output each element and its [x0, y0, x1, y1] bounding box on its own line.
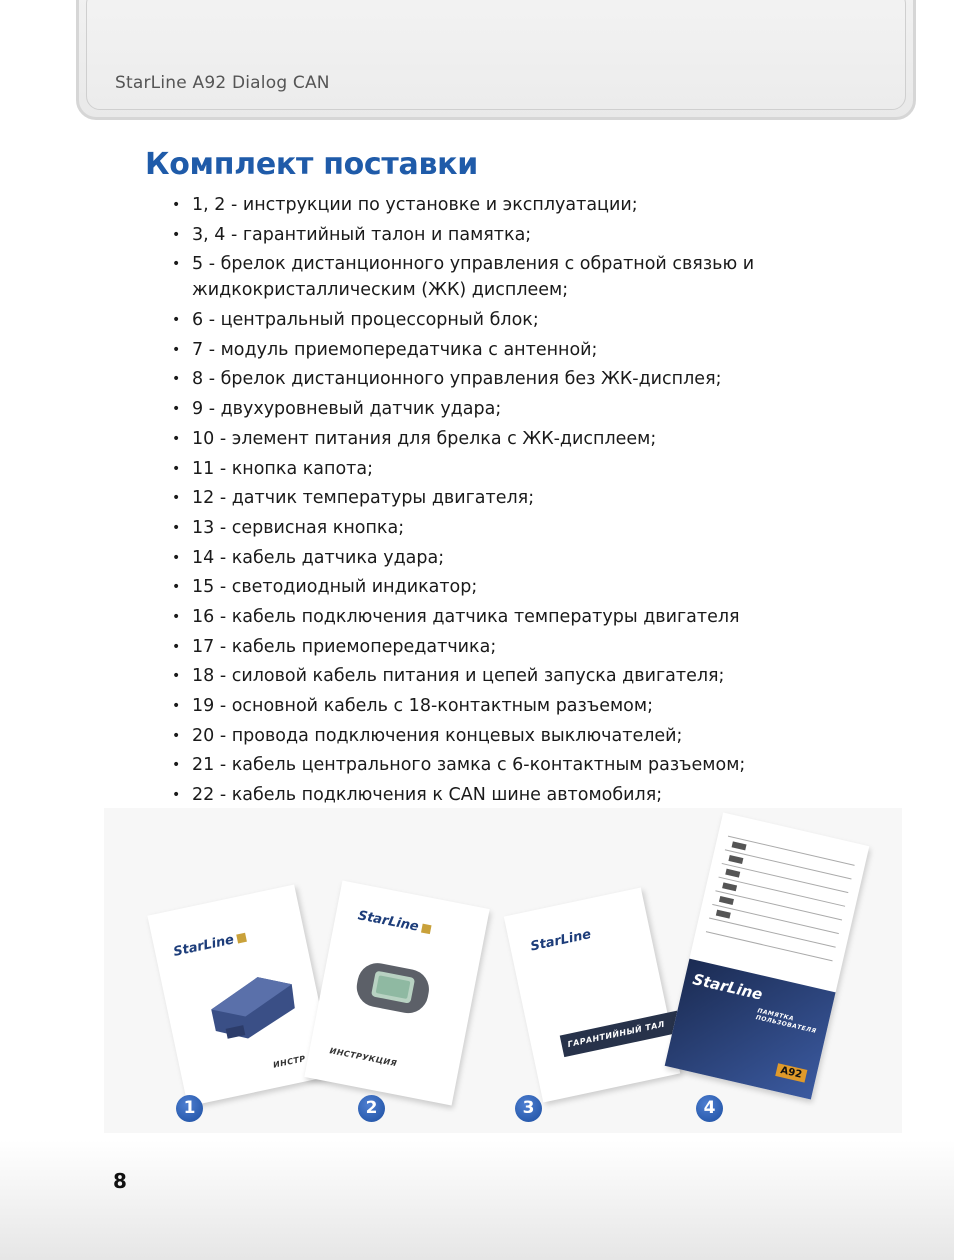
section-title: Комплект поставки: [145, 147, 478, 182]
bullet-icon: •: [172, 226, 181, 243]
badge-icon: [236, 933, 247, 944]
package-photo: [104, 808, 902, 1133]
card-caption: ИНСТРУКЦИЯ: [328, 1046, 398, 1069]
warranty-band: [560, 1011, 682, 1057]
item-number-3: 3: [515, 1095, 542, 1122]
bullet-icon: •: [172, 549, 181, 566]
list-item: • 18 - силовой кабель питания и цепей запуска двигателя;: [172, 663, 792, 689]
list-item: • 21 - кабель центрального замка с 6-контактным разъемом;: [172, 752, 792, 778]
list-item: • 12 - датчик температуры двигателя;: [172, 485, 792, 511]
brand-logo: StarLine: [357, 908, 432, 937]
list-item: • 1, 2 - инструкции по установке и эксплуатации;: [172, 192, 792, 218]
list-item: • 11 - кнопка капота;: [172, 456, 792, 482]
card-caption: ПАМЯТКА ПОЛЬЗОВАТЕЛЯ: [755, 1007, 818, 1035]
bullet-icon: •: [172, 787, 181, 804]
list-item: • 5 - брелок дистанционного управления с обратной связью и жидкокристаллическим (ЖК) дисплеем;: [172, 251, 792, 303]
list-item: • 7 - модуль приемопередатчика с антенной;: [172, 337, 792, 363]
card-caption: ИНСТР: [272, 1054, 307, 1070]
list-item: • 15 - светодиодный индикатор;: [172, 574, 792, 600]
list-item: • 14 - кабель датчика удара;: [172, 545, 792, 571]
bullet-icon: •: [172, 668, 181, 685]
remote-fob-icon: [348, 953, 437, 1023]
list-item: • 8 - брелок дистанционного управления без ЖК-дисплея;: [172, 366, 792, 392]
brand-logo: StarLine: [529, 927, 593, 955]
bullet-icon: •: [172, 490, 181, 507]
bullet-icon: •: [172, 371, 181, 388]
list-item: • 16 - кабель подключения датчика температуры двигателя: [172, 604, 792, 630]
bullet-icon: •: [172, 341, 181, 358]
bullet-icon: •: [172, 401, 181, 418]
model-badge: A92: [775, 1063, 807, 1082]
contents-list: [172, 192, 792, 812]
item-number-1: 1: [176, 1095, 203, 1122]
document-title: StarLine A92 Dialog CAN: [115, 73, 330, 93]
list-item: • 6 - центральный процессорный блок;: [172, 307, 792, 333]
item-number-4: 4: [696, 1095, 723, 1122]
page-number: 8: [113, 1169, 127, 1193]
list-item: • 20 - провода подключения концевых выключателей;: [172, 723, 792, 749]
brand-logo: StarLine: [172, 930, 247, 960]
bullet-icon: •: [172, 519, 181, 536]
list-item: • 9 - двухуровневый датчик удара;: [172, 396, 792, 422]
bullet-icon: •: [172, 256, 181, 273]
bullet-icon: •: [172, 430, 181, 447]
bullet-icon: •: [172, 460, 181, 477]
bullet-icon: •: [172, 197, 181, 213]
bullet-icon: •: [172, 608, 181, 625]
list-item: • 17 - кабель приемопередатчика;: [172, 634, 792, 660]
list-item: • 3, 4 - гарантийный талон и памятка;: [172, 222, 792, 248]
control-unit-icon: [197, 962, 305, 1050]
manual-card-user: [304, 881, 489, 1106]
bullet-icon: •: [172, 698, 181, 714]
bullet-icon: •: [172, 579, 181, 596]
memo-card: [665, 812, 870, 1099]
card-caption: ГАРАНТИЙНЫЙ ТАЛ: [566, 1019, 666, 1050]
item-number-2: 2: [358, 1095, 385, 1122]
bullet-icon: •: [172, 757, 181, 774]
header-inner-frame: [86, 0, 906, 110]
bullet-icon: •: [172, 727, 181, 744]
memo-table-icon: [700, 823, 858, 989]
footer-band: [0, 1140, 954, 1260]
list-item: • 19 - основной кабель с 18-контактным разъемом;: [172, 693, 792, 719]
bullet-icon: •: [172, 312, 181, 329]
list-item: • 22 - кабель подключения к CAN шине автомобиля;: [172, 782, 792, 808]
header-panel: [76, 0, 916, 120]
list-item: • 10 - элемент питания для брелка с ЖК-дисплеем;: [172, 426, 792, 452]
list-item: • 13 - сервисная кнопка;: [172, 515, 792, 541]
badge-icon: [421, 924, 432, 935]
brand-logo: StarLine: [690, 970, 765, 1004]
bullet-icon: •: [172, 638, 181, 655]
warranty-card: [504, 888, 680, 1103]
